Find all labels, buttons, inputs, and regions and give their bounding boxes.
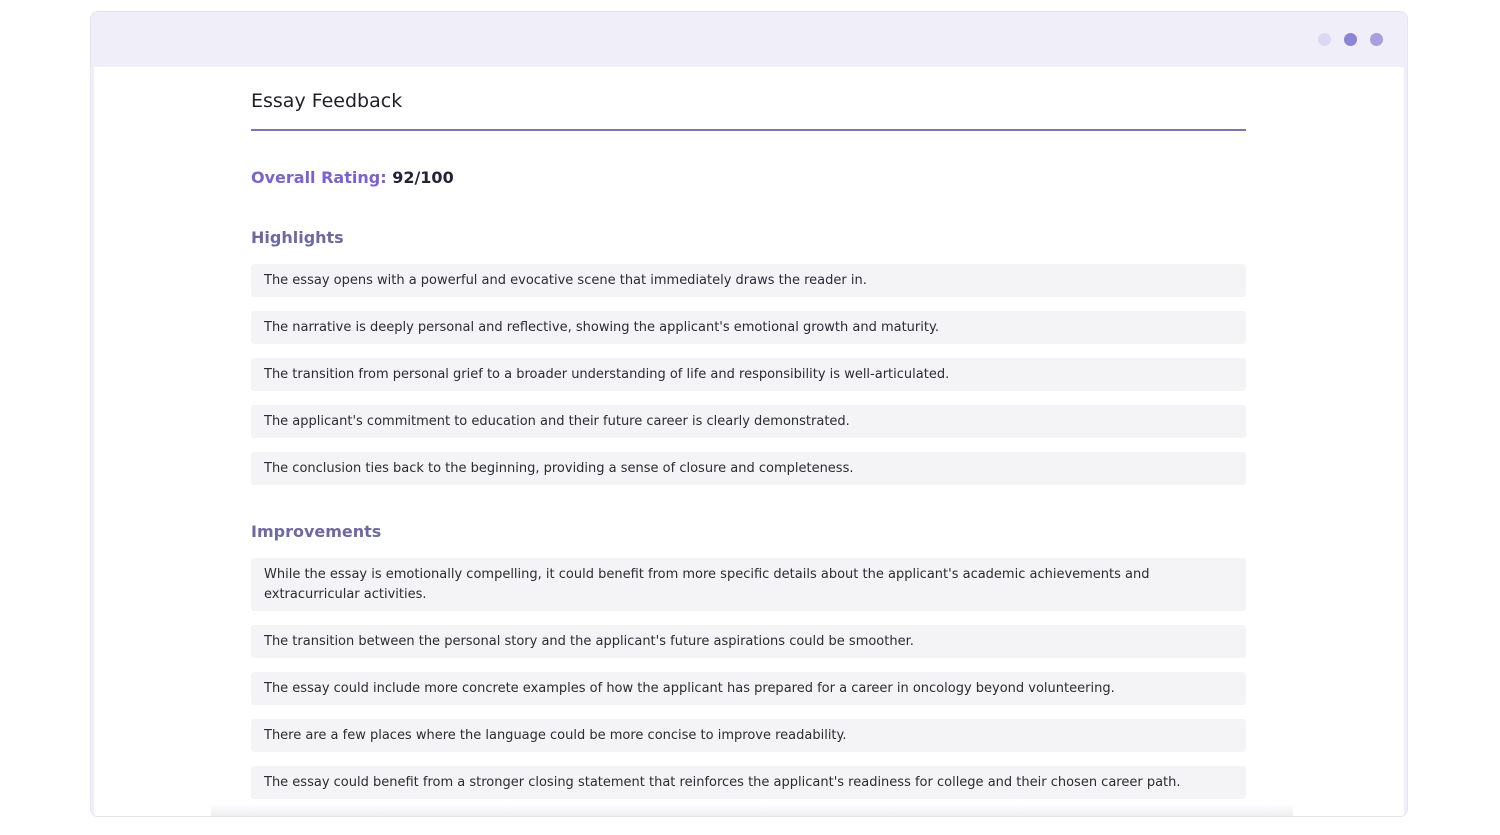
- scroll-fade: [211, 804, 1293, 816]
- overall-rating-value: 92/100: [392, 168, 454, 187]
- improvement-item: The essay could benefit from a stronger closing statement that reinforces the applicant's readiness for college and their chosen career path.: [251, 766, 1246, 799]
- page-title: Essay Feedback: [251, 90, 403, 112]
- improvement-item: There are a few places where the language could be more concise to improve readability.: [251, 719, 1246, 752]
- improvement-item: While the essay is emotionally compelling, it could benefit from more specific details about the applicant's academic achievements and extracurricular activities.: [251, 558, 1246, 611]
- feedback-panel: [94, 67, 1404, 816]
- highlight-item: The applicant's commitment to education and their future career is clearly demonstrated.: [251, 405, 1246, 438]
- highlights-list: [251, 264, 1246, 485]
- window-control-dot[interactable]: [1344, 33, 1357, 46]
- window-control-dot[interactable]: [1318, 33, 1331, 46]
- highlight-item: The transition from personal grief to a broader understanding of life and responsibility is well-articulated.: [251, 358, 1246, 391]
- improvements-heading: Improvements: [251, 522, 382, 541]
- overall-rating-label: Overall Rating:: [251, 168, 387, 187]
- improvements-list: [251, 558, 1246, 799]
- app-window: [90, 11, 1408, 817]
- improvement-item: The essay could include more concrete examples of how the applicant has prepared for a career in oncology beyond volunteering.: [251, 672, 1246, 705]
- highlight-item: The narrative is deeply personal and reflective, showing the applicant's emotional growth and maturity.: [251, 311, 1246, 344]
- window-titlebar: [91, 12, 1407, 67]
- overall-rating: [251, 167, 1246, 189]
- feedback-content: [251, 67, 1246, 813]
- highlight-item: The essay opens with a powerful and evocative scene that immediately draws the reader in.: [251, 264, 1246, 297]
- highlight-item: The conclusion ties back to the beginning, providing a sense of closure and completeness.: [251, 452, 1246, 485]
- title-divider: [251, 129, 1246, 131]
- improvement-item: The transition between the personal story and the applicant's future aspirations could be smoother.: [251, 625, 1246, 658]
- highlights-heading: Highlights: [251, 228, 344, 247]
- window-control-dot[interactable]: [1370, 33, 1383, 46]
